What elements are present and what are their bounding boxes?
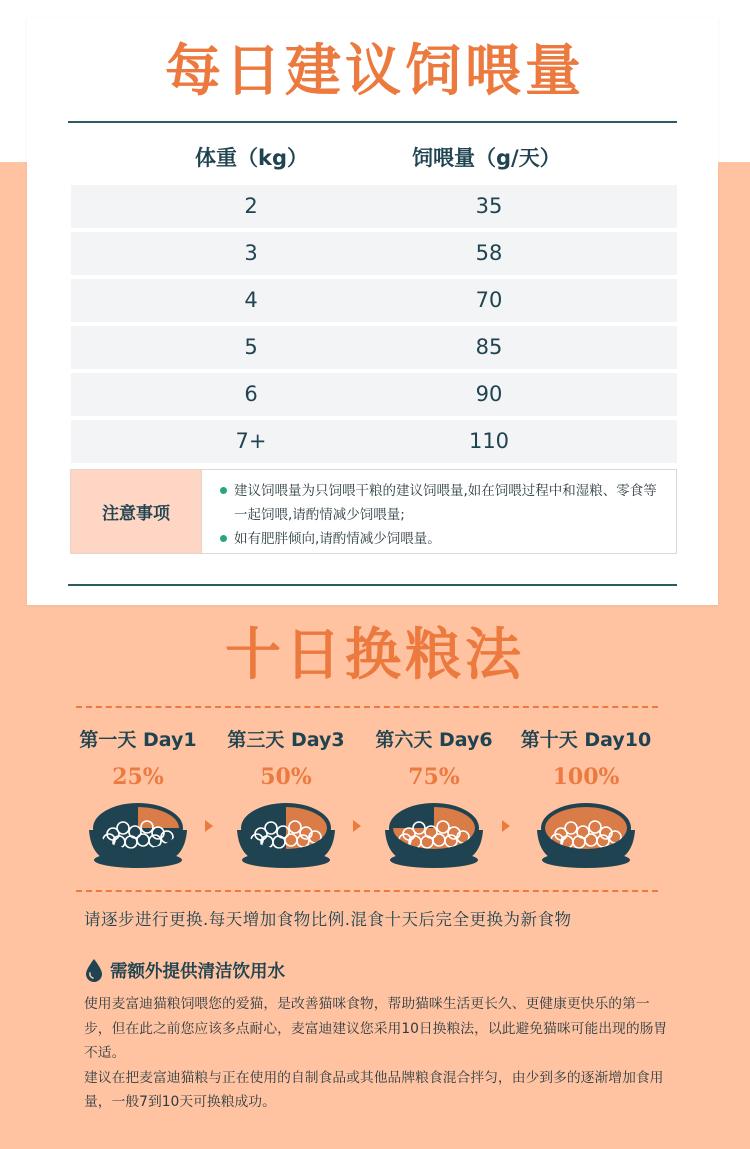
food-bowl-icon: [531, 798, 641, 870]
table-header: [0, 140, 750, 176]
step-percent: 100%: [552, 764, 620, 790]
weight-cell: 7+: [235, 429, 267, 453]
notes-box: [70, 469, 677, 554]
step-label: 第一天 Day1: [79, 729, 197, 751]
amount-cell: 85: [475, 335, 503, 359]
step-label: 第六天 Day6: [375, 729, 493, 751]
step-percent: 75%: [408, 764, 460, 790]
step-day10: [516, 722, 656, 870]
notes-text: [202, 470, 676, 553]
table-row: [71, 279, 677, 322]
dashed-divider-bottom: [76, 890, 658, 892]
transition-instruction: 请逐步进行更换.每天增加食物比例.混食十天后完全更换为新食物: [84, 910, 572, 929]
note-text: 如有肥胖倾向,请酌情减少饲喂量。: [234, 531, 441, 547]
bowl-base: [242, 852, 330, 868]
bullet-dot-icon: [220, 535, 227, 542]
bowl-base: [94, 852, 182, 868]
table-row: [71, 326, 677, 369]
paragraph: 建议在把麦富迪猫粮与正在使用的自制食品或其他品牌粮食混合拌匀，由少到多的逐渐增加食用量，一般7到10天可换粮成功。: [84, 1069, 664, 1110]
table-row: [71, 420, 677, 463]
bowl-base: [542, 852, 630, 868]
food-bowl-icon: [231, 798, 341, 870]
table-row: [71, 373, 677, 416]
food-bowl-icon: [379, 798, 489, 870]
note-text: 建议饲喂量为只饲喂干粮的建议饲喂量,如在饲喂过程中和湿粮、零食等一起饲喂,请酌情减少饲喂量;: [234, 483, 657, 523]
notes-label: 注意事项: [71, 470, 202, 553]
step-label: 第三天 Day3: [227, 729, 345, 751]
step-label: 第十天 Day10: [520, 729, 652, 751]
table-row: [71, 232, 677, 275]
step-day1: [68, 722, 208, 870]
step-percent: 25%: [112, 764, 164, 790]
note-item: [220, 527, 660, 551]
dashed-divider-top: [76, 706, 658, 708]
note-item: [220, 479, 660, 527]
weight-cell: 3: [244, 241, 258, 265]
feeding-table: [71, 185, 677, 467]
bullet-dot-icon: [220, 487, 227, 494]
amount-cell: 58: [475, 241, 503, 265]
col-weight-header: 体重（kg）: [195, 146, 308, 170]
weight-cell: 6: [244, 382, 258, 406]
water-drop-icon: [84, 958, 104, 982]
new-food: [138, 798, 193, 828]
weight-cell: 2: [244, 194, 258, 218]
arrow-right-icon: [353, 820, 361, 832]
table-bottom-rule: [68, 584, 677, 586]
food-bowl-icon: [83, 798, 193, 870]
transition-description: [84, 992, 670, 1115]
table-top-rule: [68, 121, 677, 123]
amount-cell: 35: [475, 194, 503, 218]
feeding-title: 每日建议饲喂量: [165, 39, 585, 104]
arrow-right-icon: [205, 820, 213, 832]
transition-steps: [0, 722, 750, 872]
bowl-base: [390, 852, 478, 868]
arrow-right-icon: [502, 820, 510, 832]
amount-cell: 110: [468, 429, 510, 453]
water-heading: [84, 956, 285, 984]
step-percent: 50%: [260, 764, 312, 790]
transition-title: 十日换粮法: [225, 623, 525, 688]
step-day3: [216, 722, 356, 870]
col-amount-header: 饲喂量（g/天）: [412, 146, 561, 170]
step-day6: [364, 722, 504, 870]
amount-cell: 90: [475, 382, 503, 406]
paragraph: 使用麦富迪猫粮饲喂您的爱猫，是改善猫咪食物，帮助猫咪生活更长久、更健康更快乐的第一步，但在此之前您应该多点耐心，麦富迪建议您采用10日换粮法，以此避免猫咪可能出现的肠胃不适。: [84, 996, 668, 1061]
weight-cell: 5: [244, 335, 258, 359]
water-title: 需额外提供清洁饮用水: [110, 961, 285, 982]
table-row: [71, 185, 677, 228]
weight-cell: 4: [244, 288, 258, 312]
amount-cell: 70: [475, 288, 503, 312]
